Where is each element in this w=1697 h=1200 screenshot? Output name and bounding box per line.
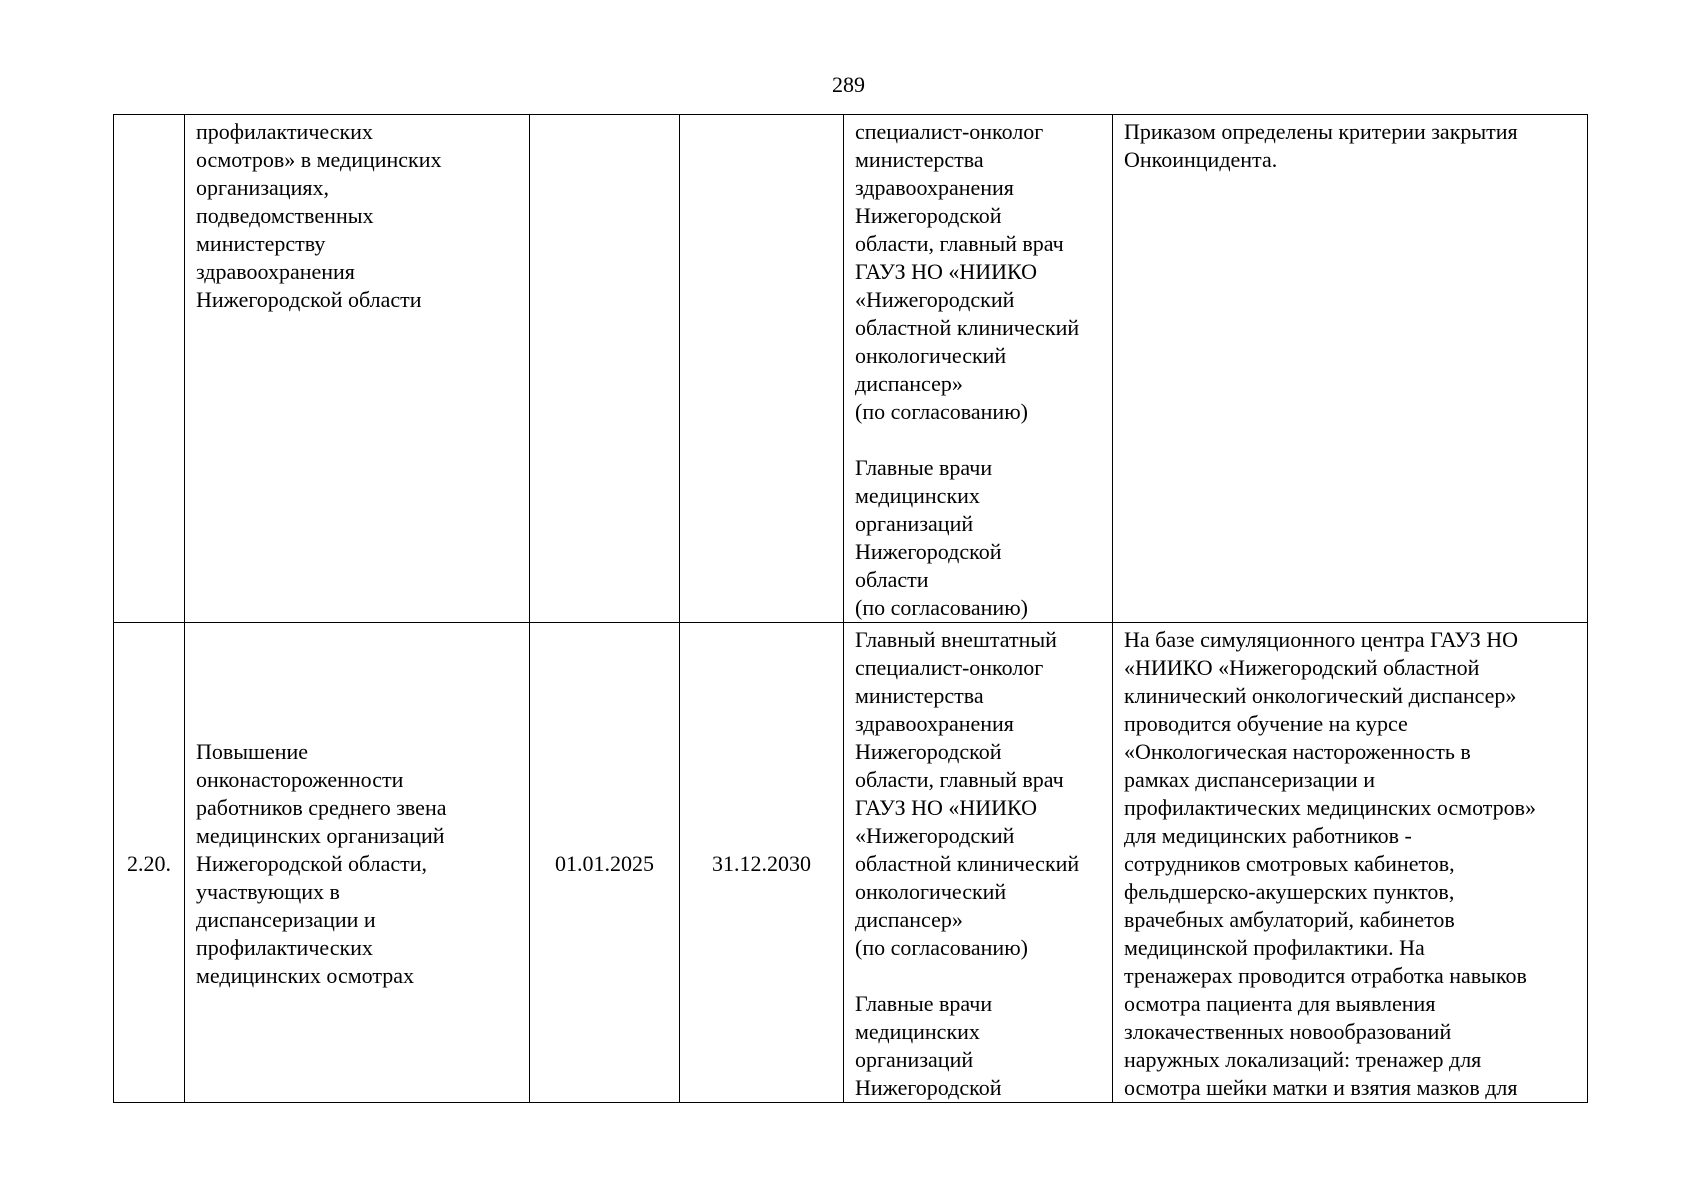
- result-cell: На базе симуляционного центра ГАУЗ НО «НИИКО «Нижегородский областной клинический онкологический диспансер» проводится обучение на курсе «Онкологическая настороженность в рамках диспансеризации и профилактических медицинских осмотров» для медицинских работников - сотрудников смотровых кабинетов, фельдшерско-акушерских пунктов, врачебных амбулаторий, кабинетов медицинской профилактики. На тренажерах проводится отработка навыков осмотра пациента для выявления злокачественных новообразований наружных локализаций: тренажер для осмотра шейки матки и взятия мазков для: [1113, 623, 1588, 1103]
- end-date-cell: 31.12.2030: [680, 623, 844, 1103]
- measure-cell: профилактических осмотров» в медицинских организациях, подведомственных министерству здравоохранения Нижегородской области: [185, 115, 530, 623]
- measures-table: [113, 114, 1588, 1103]
- start-date-cell: 01.01.2025: [530, 623, 680, 1103]
- responsible-cell: специалист-онколог министерства здравоохранения Нижегородской области, главный врач ГАУЗ НО «НИИКО «Нижегородский областной клинический онкологический диспансер» (по согласованию) Главные врачи медицинских организаций Нижегородской области (по согласованию): [844, 115, 1113, 623]
- page-number: 289: [832, 72, 865, 97]
- item-number-cell: [114, 115, 185, 623]
- end-date-cell: [680, 115, 844, 623]
- item-number-cell: 2.20.: [114, 623, 185, 1103]
- start-date-cell: [530, 115, 680, 623]
- result-cell: Приказом определены критерии закрытия Онкоинцидента.: [1113, 115, 1588, 623]
- measure-cell: Повышение онконастороженности работников среднего звена медицинских организаций Нижегородской области, участвующих в диспансеризации и профилактических медицинских осмотрах: [185, 623, 530, 1103]
- responsible-cell: Главный внештатный специалист-онколог министерства здравоохранения Нижегородской области, главный врач ГАУЗ НО «НИИКО «Нижегородский областной клинический онкологический диспансер» (по согласованию) Главные врачи медицинских организаций Нижегородской: [844, 623, 1113, 1103]
- table-row: [114, 115, 1588, 623]
- table-row: [114, 623, 1588, 1103]
